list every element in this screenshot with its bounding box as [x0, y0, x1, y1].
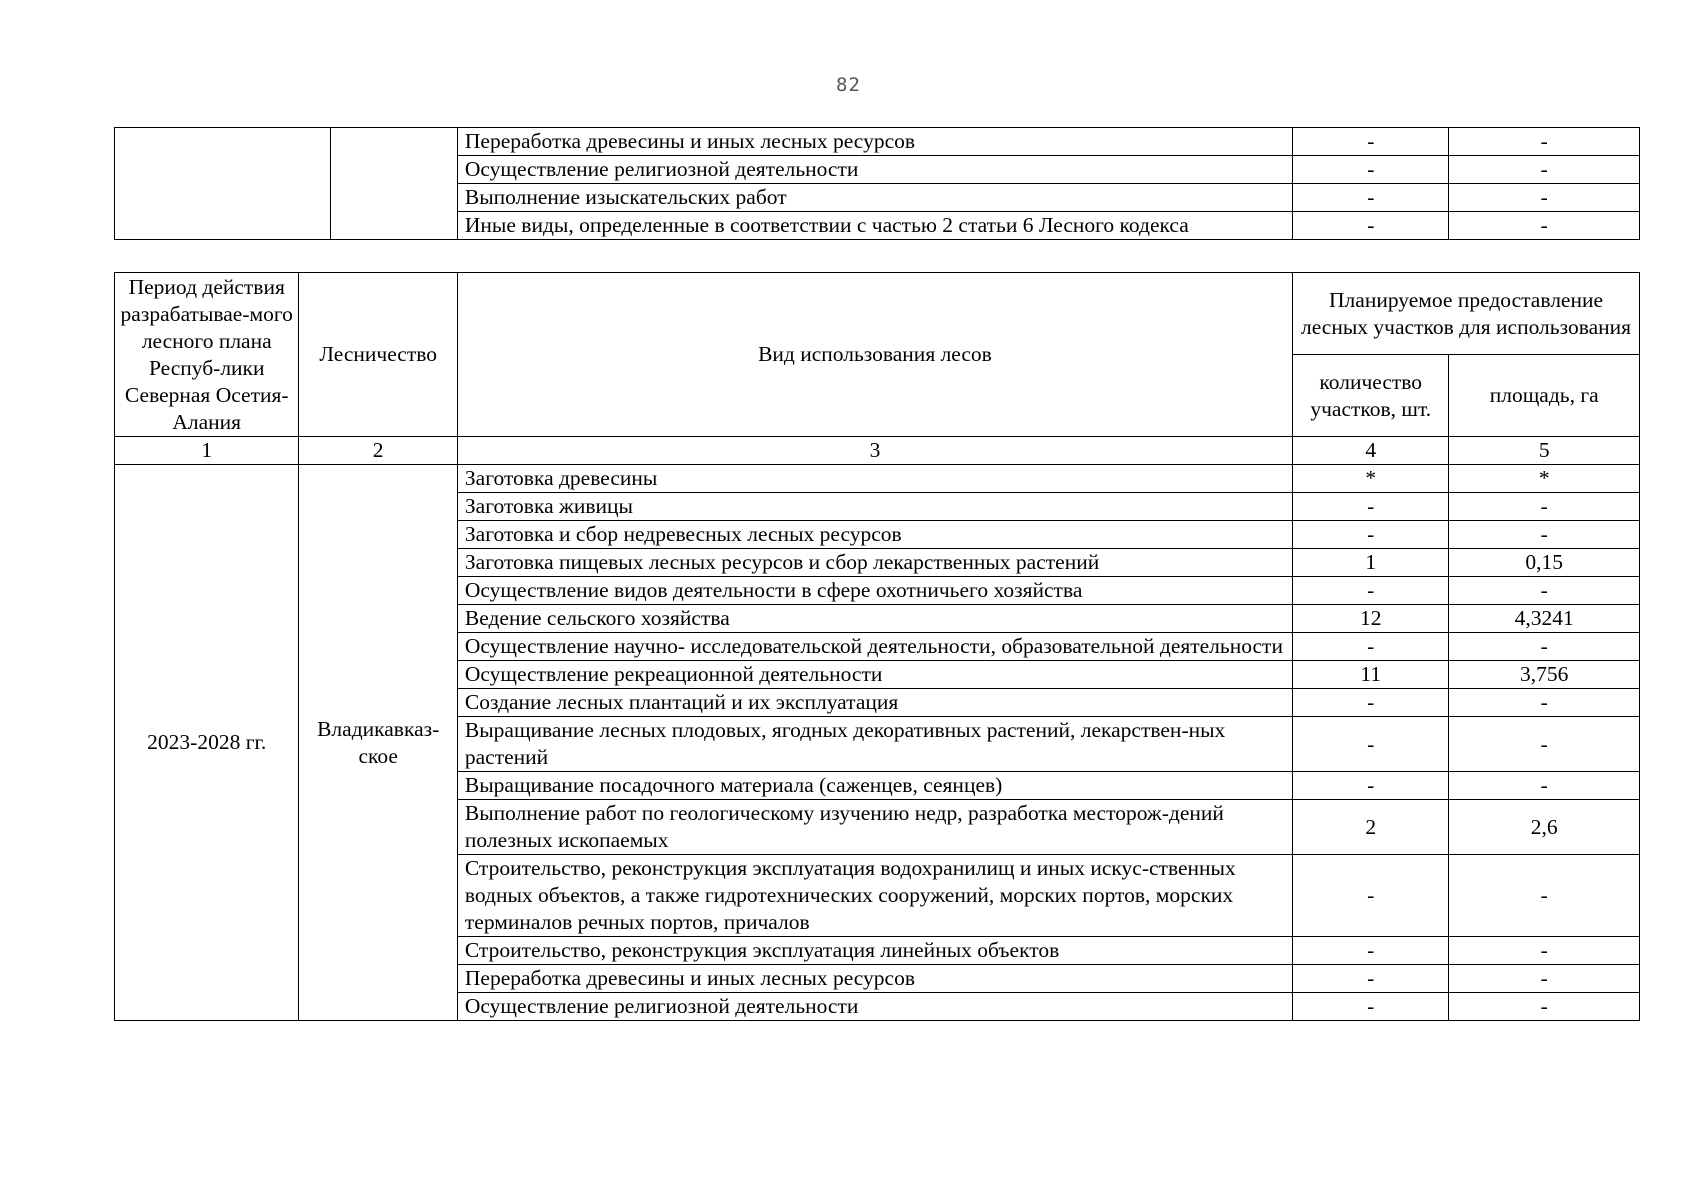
vid-cell: Заготовка живицы — [457, 493, 1292, 521]
vid-cell: Осуществление рекреационной деятельности — [457, 661, 1292, 689]
vid-cell: Заготовка и сбор недревесных лесных ресурсов — [457, 521, 1292, 549]
kolichestvo-cell: - — [1293, 937, 1449, 965]
ploshchad-cell: - — [1449, 493, 1640, 521]
kolichestvo-cell: - — [1293, 212, 1449, 240]
header-row — [115, 273, 1640, 355]
table-row — [115, 465, 1640, 493]
ploshchad-cell: - — [1449, 577, 1640, 605]
empty-period-cell — [115, 128, 331, 240]
kolichestvo-cell: - — [1293, 689, 1449, 717]
continuation-table — [114, 127, 1640, 240]
period-value: 2023-2028 гг. — [115, 465, 299, 1021]
header-period: Период действия разрабатывае-мого лесного плана Респуб-лики Северная Осетия-Алания — [115, 273, 299, 437]
kolichestvo-cell: - — [1293, 965, 1449, 993]
ploshchad-cell: - — [1449, 521, 1640, 549]
vid-cell: Иные виды, определенные в соответствии с частью 2 статьи 6 Лесного кодекса — [457, 212, 1292, 240]
vid-cell: Переработка древесины и иных лесных ресурсов — [457, 965, 1292, 993]
header-kolichestvo: количество участков, шт. — [1293, 355, 1449, 437]
header-lesnichestvo: Лесничество — [299, 273, 457, 437]
kolichestvo-cell: - — [1293, 993, 1449, 1021]
vid-cell: Осуществление видов деятельности в сфере охотничьего хозяйства — [457, 577, 1292, 605]
kolichestvo-cell: - — [1293, 772, 1449, 800]
ploshchad-cell: 4,3241 — [1449, 605, 1640, 633]
kolichestvo-cell: - — [1293, 493, 1449, 521]
vid-cell: Создание лесных плантаций и их эксплуатация — [457, 689, 1292, 717]
ploshchad-cell: 3,756 — [1449, 661, 1640, 689]
vid-cell: Ведение сельского хозяйства — [457, 605, 1292, 633]
header-vid: Вид использования лесов — [457, 273, 1292, 437]
vid-cell: Осуществление религиозной деятельности — [457, 156, 1292, 184]
ploshchad-cell: 2,6 — [1449, 800, 1640, 855]
header-planned: Планируемое предоставление лесных участков для использования — [1293, 273, 1640, 355]
kolichestvo-cell: - — [1293, 184, 1449, 212]
ploshchad-cell: - — [1449, 156, 1640, 184]
ploshchad-cell: - — [1449, 937, 1640, 965]
ploshchad-cell: - — [1449, 993, 1640, 1021]
empty-lesnichestvo-cell — [330, 128, 457, 240]
vid-cell: Осуществление религиозной деятельности — [457, 993, 1292, 1021]
vid-cell: Осуществление научно- исследовательской деятельности, образовательной деятельности — [457, 633, 1292, 661]
kolichestvo-cell: - — [1293, 855, 1449, 937]
ploshchad-cell: - — [1449, 633, 1640, 661]
vid-cell: Строительство, реконструкция эксплуатация линейных объектов — [457, 937, 1292, 965]
kolichestvo-cell: * — [1293, 465, 1449, 493]
kolichestvo-cell: - — [1293, 717, 1449, 772]
vid-cell: Выращивание посадочного материала (саженцев, сеянцев) — [457, 772, 1292, 800]
ploshchad-cell: - — [1449, 855, 1640, 937]
ploshchad-cell: - — [1449, 689, 1640, 717]
main-table — [114, 272, 1640, 1021]
column-number: 5 — [1449, 437, 1640, 465]
kolichestvo-cell: 12 — [1293, 605, 1449, 633]
kolichestvo-cell: 2 — [1293, 800, 1449, 855]
ploshchad-cell: - — [1449, 717, 1640, 772]
ploshchad-cell: - — [1449, 212, 1640, 240]
vid-cell: Выращивание лесных плодовых, ягодных декоративных растений, лекарствен-ных растений — [457, 717, 1292, 772]
vid-cell: Выполнение работ по геологическому изучению недр, разработка месторож-дений полезных ископаемых — [457, 800, 1292, 855]
column-number: 3 — [457, 437, 1292, 465]
kolichestvo-cell: 1 — [1293, 549, 1449, 577]
vid-cell: Выполнение изыскательских работ — [457, 184, 1292, 212]
kolichestvo-cell: - — [1293, 156, 1449, 184]
kolichestvo-cell: 11 — [1293, 661, 1449, 689]
kolichestvo-cell: - — [1293, 633, 1449, 661]
lesnichestvo-value: Владикавказ-ское — [299, 465, 457, 1021]
column-number-row — [115, 437, 1640, 465]
vid-cell: Переработка древесины и иных лесных ресурсов — [457, 128, 1292, 156]
kolichestvo-cell: - — [1293, 128, 1449, 156]
kolichestvo-cell: - — [1293, 521, 1449, 549]
vid-cell: Заготовка древесины — [457, 465, 1292, 493]
column-number: 2 — [299, 437, 457, 465]
kolichestvo-cell: - — [1293, 577, 1449, 605]
column-number: 4 — [1293, 437, 1449, 465]
ploshchad-cell: - — [1449, 128, 1640, 156]
column-number: 1 — [115, 437, 299, 465]
header-ploshchad: площадь, га — [1449, 355, 1640, 437]
page-number: 82 — [836, 74, 861, 96]
ploshchad-cell: - — [1449, 965, 1640, 993]
vid-cell: Строительство, реконструкция эксплуатация водохранилищ и иных искус-ственных водных объектов, а также гидротехнических сооружений, морских портов, морских терминалов речных портов, причалов — [457, 855, 1292, 937]
ploshchad-cell: 0,15 — [1449, 549, 1640, 577]
ploshchad-cell: - — [1449, 184, 1640, 212]
ploshchad-cell: * — [1449, 465, 1640, 493]
ploshchad-cell: - — [1449, 772, 1640, 800]
vid-cell: Заготовка пищевых лесных ресурсов и сбор лекарственных растений — [457, 549, 1292, 577]
table-row — [115, 128, 1640, 156]
